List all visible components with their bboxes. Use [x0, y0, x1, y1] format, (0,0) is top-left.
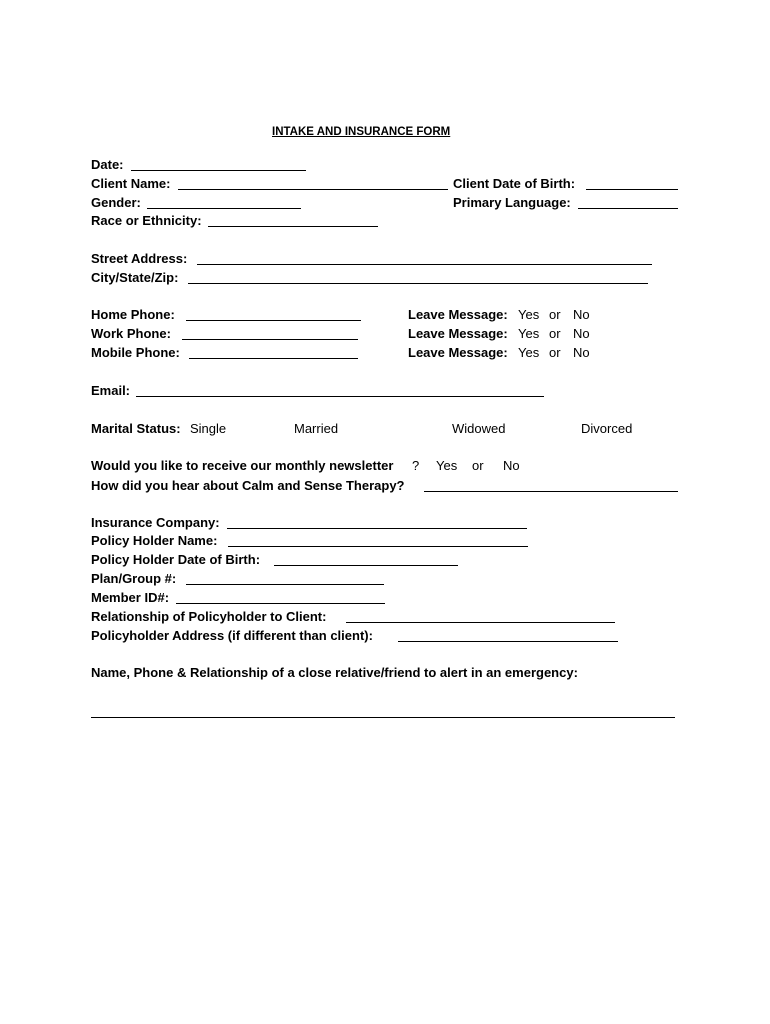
emergency-contact-label: Name, Phone & Relationship of a close relative/friend to alert in an emergency: [91, 665, 578, 680]
leave-message-work-or: or [549, 326, 561, 341]
policy-holder-dob-field[interactable] [274, 565, 458, 566]
form-title: INTAKE AND INSURANCE FORM [272, 126, 451, 138]
date-field[interactable] [131, 170, 306, 171]
client-name-label: Client Name: [91, 176, 171, 191]
street-address-field[interactable] [197, 264, 652, 265]
relationship-label: Relationship of Policyholder to Client: [91, 609, 327, 624]
race-field[interactable] [208, 226, 378, 227]
city-state-zip-label: City/State/Zip: [91, 270, 179, 285]
relationship-field[interactable] [346, 622, 615, 623]
leave-message-mobile-no[interactable]: No [573, 345, 590, 360]
marital-option-single[interactable]: Single [190, 421, 227, 436]
client-dob-label: Client Date of Birth: [453, 176, 576, 191]
gender-field[interactable] [147, 208, 301, 209]
leave-message-home-no[interactable]: No [573, 307, 590, 322]
mobile-phone-label: Mobile Phone: [91, 345, 180, 360]
leave-message-work-yes[interactable]: Yes [518, 326, 540, 341]
marital-option-married[interactable]: Married [294, 421, 339, 436]
leave-message-work-no[interactable]: No [573, 326, 590, 341]
policyholder-address-label: Policyholder Address (if different than client): [91, 628, 373, 643]
marital-status-label: Marital Status: [91, 421, 181, 436]
primary-language-label: Primary Language: [453, 195, 571, 210]
emergency-contact-field[interactable] [91, 717, 675, 718]
home-phone-field[interactable] [186, 320, 361, 321]
member-id-field[interactable] [176, 603, 385, 604]
plan-group-field[interactable] [186, 584, 384, 585]
policy-holder-dob-label: Policy Holder Date of Birth: [91, 552, 261, 567]
leave-message-mobile-yes[interactable]: Yes [518, 345, 540, 360]
client-name-field[interactable] [178, 189, 448, 190]
insurance-company-field[interactable] [227, 528, 527, 529]
mobile-phone-field[interactable] [189, 358, 358, 359]
insurance-company-label: Insurance Company: [91, 515, 220, 530]
hear-about-label: How did you hear about Calm and Sense Therapy? [91, 478, 405, 493]
home-phone-label: Home Phone: [91, 307, 175, 322]
hear-about-field[interactable] [424, 491, 678, 492]
policyholder-address-field[interactable] [398, 641, 618, 642]
policy-holder-name-field[interactable] [228, 546, 528, 547]
work-phone-field[interactable] [182, 339, 358, 340]
policy-holder-name-label: Policy Holder Name: [91, 533, 218, 548]
newsletter-yes[interactable]: Yes [436, 458, 458, 473]
leave-message-mobile-or: or [549, 345, 561, 360]
plan-group-label: Plan/Group #: [91, 571, 177, 586]
newsletter-or: or [472, 458, 484, 473]
marital-option-widowed[interactable]: Widowed [452, 421, 506, 436]
primary-language-field[interactable] [578, 208, 678, 209]
marital-option-divorced[interactable]: Divorced [581, 421, 633, 436]
leave-message-home-yes[interactable]: Yes [518, 307, 540, 322]
email-label: Email: [91, 383, 131, 398]
client-dob-field[interactable] [586, 189, 678, 190]
newsletter-no[interactable]: No [503, 458, 520, 473]
newsletter-question: Would you like to receive our monthly newsletter [91, 458, 394, 473]
leave-message-home-label: Leave Message: [408, 307, 508, 322]
work-phone-label: Work Phone: [91, 326, 171, 341]
gender-label: Gender: [91, 195, 141, 210]
leave-message-work-label: Leave Message: [408, 326, 508, 341]
leave-message-home-or: or [549, 307, 561, 322]
date-label: Date: [91, 157, 124, 172]
member-id-label: Member ID#: [91, 590, 170, 605]
race-label: Race or Ethnicity: [91, 213, 202, 228]
city-state-zip-field[interactable] [188, 283, 648, 284]
newsletter-question-mark: ? [412, 458, 420, 473]
leave-message-mobile-label: Leave Message: [408, 345, 508, 360]
email-field[interactable] [136, 396, 544, 397]
street-address-label: Street Address: [91, 251, 188, 266]
